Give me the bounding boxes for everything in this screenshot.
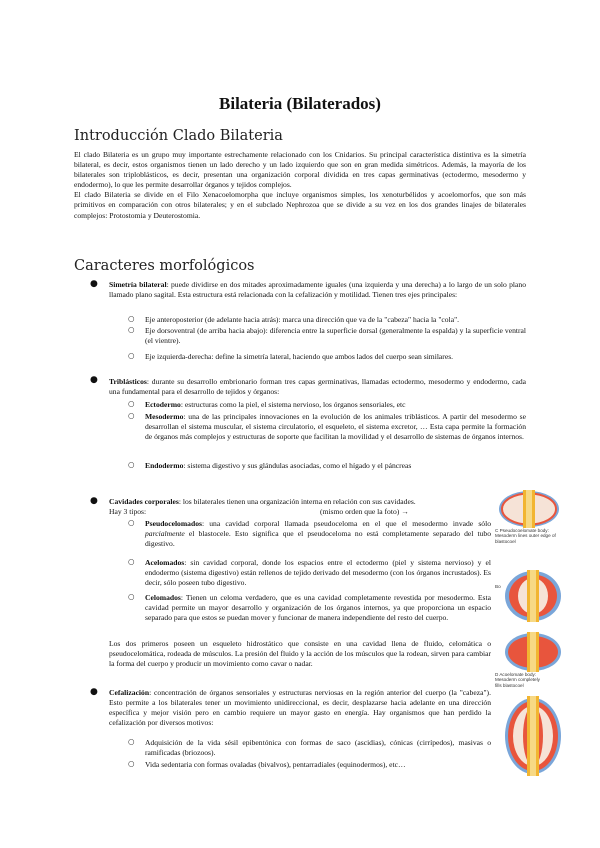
intro-section <box>74 150 526 221</box>
circle-bullet-icon: ○ <box>128 518 135 527</box>
caption-d: D Acoelomate body: Mesoderm completely fills blastocoel <box>495 672 540 688</box>
caption-c: C Pseudocoelomate body: Mesoderm lines outer edge of blastocoel <box>495 528 556 544</box>
acelomados-item <box>145 558 491 588</box>
bullet-icon: ● <box>90 496 98 506</box>
cavidades-block <box>109 497 491 517</box>
circle-bullet-icon: ○ <box>128 351 135 360</box>
cefalizacion-block <box>109 688 491 728</box>
mesodermo-item <box>145 412 526 442</box>
mesodermo-text: : una de las principales innovaciones en la evolución de los animales triblásticos. A partir del mesodermo se desarrollan el sistema muscular, el sistema circulatorio, el esqueleto, el sistema excretor, … Esta capa permite la formación de órganos más complejos y estructuras de soporte que facilitan la movilidad y el desarrollo de sistemas de órganos internos. <box>145 412 526 442</box>
figure-coelomate <box>495 696 563 776</box>
pseudocoelomate-diagram <box>495 490 563 528</box>
acoelomate-section <box>495 632 563 672</box>
simetria-item-1-text: Eje anteroposterior (de adelante hacia atrás): marca una dirección que va de la "cabeza" hacia la "cola". <box>145 315 460 324</box>
intro-paragraph-1: El clado Bilateria es un grupo muy importante estrechamente relacionado con los Cnidarios. Su principal característica distintiva es la simetría bilateral, es decir, estos organismos tienen un lado derecho y un lado izquierdo que son en gran medida simétricos. Además, la mayoría de los bilaterales son triploblásticos, es decir, presentan una organización corporal dividida en tres capas germinativas (ectodermo, mesodermo y endodermo), lo que les permite desarrollar órganos y tejidos complejos. <box>74 150 526 190</box>
figure-acoelomate <box>495 632 563 688</box>
cefalizacion-item-2-text: Vida sedentaria con formas ovaladas (bivalvos), pentarradiales (equinodermos), etc… <box>145 760 406 769</box>
cefalizacion-item-1-text: Adquisición de la vida sésil epibentónica con formas de saco (ascidias), cónicas (cirrípedos), masivas o ramificadas (briozoos). <box>145 738 491 758</box>
ectodermo-item <box>145 400 526 410</box>
acoelomate-diagram <box>495 570 563 622</box>
ectodermo-term: Ectodermo <box>145 400 181 409</box>
cefalizacion-text: : concentración de órganos sensoriales y estructuras nerviosas en la región anterior del cuerpo (la "cabeza"). Esto permite a los bilaterales tener un movimiento unidireccional, es decir, desplazarse hacia adelante en una dirección específica y mejor visión pero en cambio requiere un mayor gasto en energía. Hay organismos que han perdido la cefalización por diversos motivos: <box>109 688 491 728</box>
celomados-text: : Tienen un celoma verdadero, que es una cavidad completamente revestida por mesodermo. Esta cavidad permite un mayor desarrollo y organización de los órganos internos, ya que proporciona un espacio separado para que estos se puedan mover y funcionar de manera independiente del resto del cuerpo. <box>145 593 491 623</box>
circle-bullet-icon: ○ <box>128 325 135 334</box>
pseudocelomados-text-a: : una cavidad corporal llamada pseudoceloma en el que el mesodermo invade sólo <box>201 519 491 528</box>
simetria-item-3-text: Eje izquierda-derecha: define la simetría lateral, haciendo que ambos lados del cuerpo sean similares. <box>145 352 454 361</box>
acelomados-text: : sin cavidad corporal, donde los espacios entre el ectodermo (piel y sistema nervioso) y el endodermo (sistema digestivo) están rellenos de tejido derivado del mesodermo (con los órganos incrustados). Es decir, sólo poseen tubo digestivo. <box>145 558 491 588</box>
triblasticos-block <box>109 377 526 397</box>
circle-bullet-icon: ○ <box>128 399 135 408</box>
circle-bullet-icon: ○ <box>128 460 135 469</box>
circle-bullet-icon: ○ <box>128 557 135 566</box>
page-title: Bilateria (Bilaterados) <box>219 94 381 113</box>
cavidades-after-text: Los dos primeros poseen un esqueleto hidrostático que consiste en una cavidad llena de fluido, celomática o pseudocelomática, rodeada de músculos. La presión del fluido y la acción de los músculos que la rodean, sirven para cambiar la forma del cuerpo y producir un movimiento como cavar o nadar. <box>109 639 491 669</box>
simetria-item-3 <box>145 352 526 362</box>
ectodermo-text: : estructuras como la piel, el sistema nervioso, los órganos sensoriales, etc <box>180 400 406 409</box>
cefalizacion-item-1 <box>145 738 491 758</box>
endodermo-item <box>145 461 526 471</box>
circle-bullet-icon: ○ <box>128 759 135 768</box>
bullet-icon: ● <box>90 375 98 385</box>
caption-b: Bo <box>495 584 501 589</box>
pseudocelomados-text-b: el blastocele. Esto significa que el pseudoceloma no está completamente separado del tubo digestivo. <box>145 529 491 549</box>
cefalizacion-term: Cefalización <box>109 688 150 697</box>
endodermo-term: Endodermo <box>145 461 184 470</box>
intro-paragraph-2: El clado Bilateria se divide en el Filo Xenacoelomorpha que incluye organismos simples, los xenoturbélidos y acoelomorfos, que son más primitivos en comparación con otros bilaterales; y en el subclado Nephrozoa que se divide a su vez en los dos grandes linajes de bilaterales complejos: Protostomia y Deuterostomia. <box>74 190 526 220</box>
cavidades-line2: Hay 3 tipos: <box>109 507 147 517</box>
triblasticos-term: Triblásticos <box>109 377 147 386</box>
cavidades-text: : los bilaterales tienen una organización interna en relación con sus cavidades. <box>178 497 416 506</box>
simetria-block <box>109 280 526 300</box>
cavidades-term: Cavidades corporales <box>109 497 179 506</box>
figure-acoelomate-top <box>495 570 563 622</box>
pseudocelomados-italic: parcialmente <box>145 529 185 539</box>
circle-bullet-icon: ○ <box>128 592 135 601</box>
triblasticos-text: : durante su desarrollo embrionario forman tres capas germinativas, llamadas ectodermo, mesodermo y endodermo, cada una fundamental para el desarrollo de tejidos y órganos: <box>109 377 526 397</box>
cavidades-note: (mismo orden que la foto) → <box>320 507 409 517</box>
celomados-item <box>145 593 491 623</box>
celomados-term: Celomados <box>145 593 181 602</box>
bullet-icon: ● <box>90 687 98 697</box>
circle-bullet-icon: ○ <box>128 737 135 746</box>
simetria-term: Simetría bilateral <box>109 280 167 289</box>
simetria-item-1 <box>145 315 526 325</box>
circle-bullet-icon: ○ <box>128 411 135 420</box>
cefalizacion-item-2 <box>145 760 491 770</box>
simetria-item-2 <box>145 326 526 346</box>
bullet-icon: ● <box>90 279 98 289</box>
intro-heading: Introducción Clado Bilateria <box>74 128 283 144</box>
circle-bullet-icon: ○ <box>128 314 135 323</box>
figure-pseudocoelomate <box>495 490 563 544</box>
pseudocelomados-term: Pseudocelomados <box>145 519 202 528</box>
mesodermo-term: Mesodermo <box>145 412 184 421</box>
caracteres-heading: Caracteres morfológicos <box>74 258 255 274</box>
pseudocelomados-item <box>145 519 491 549</box>
endodermo-text: : sistema digestivo y sus glándulas asociadas, como el hígado y el páncreas <box>183 461 412 470</box>
coelomate-diagram <box>495 696 563 776</box>
simetria-text: : puede dividirse en dos mitades aproximadamente iguales (una izquierda y una derecha) a lo largo de un solo plano llamado plano sagital. Esta estructura está relacionada con la cefalización y motilidad. Tienen tres ejes principales: <box>109 280 526 300</box>
acelomados-term: Acelomados <box>145 558 185 567</box>
simetria-item-2-text: Eje dorsoventral (de arriba hacia abajo): diferencia entre la superficie dorsal (generalmente la espalda) y la superficie ventral (el vientre). <box>145 326 526 346</box>
cavidades-after <box>109 639 491 669</box>
